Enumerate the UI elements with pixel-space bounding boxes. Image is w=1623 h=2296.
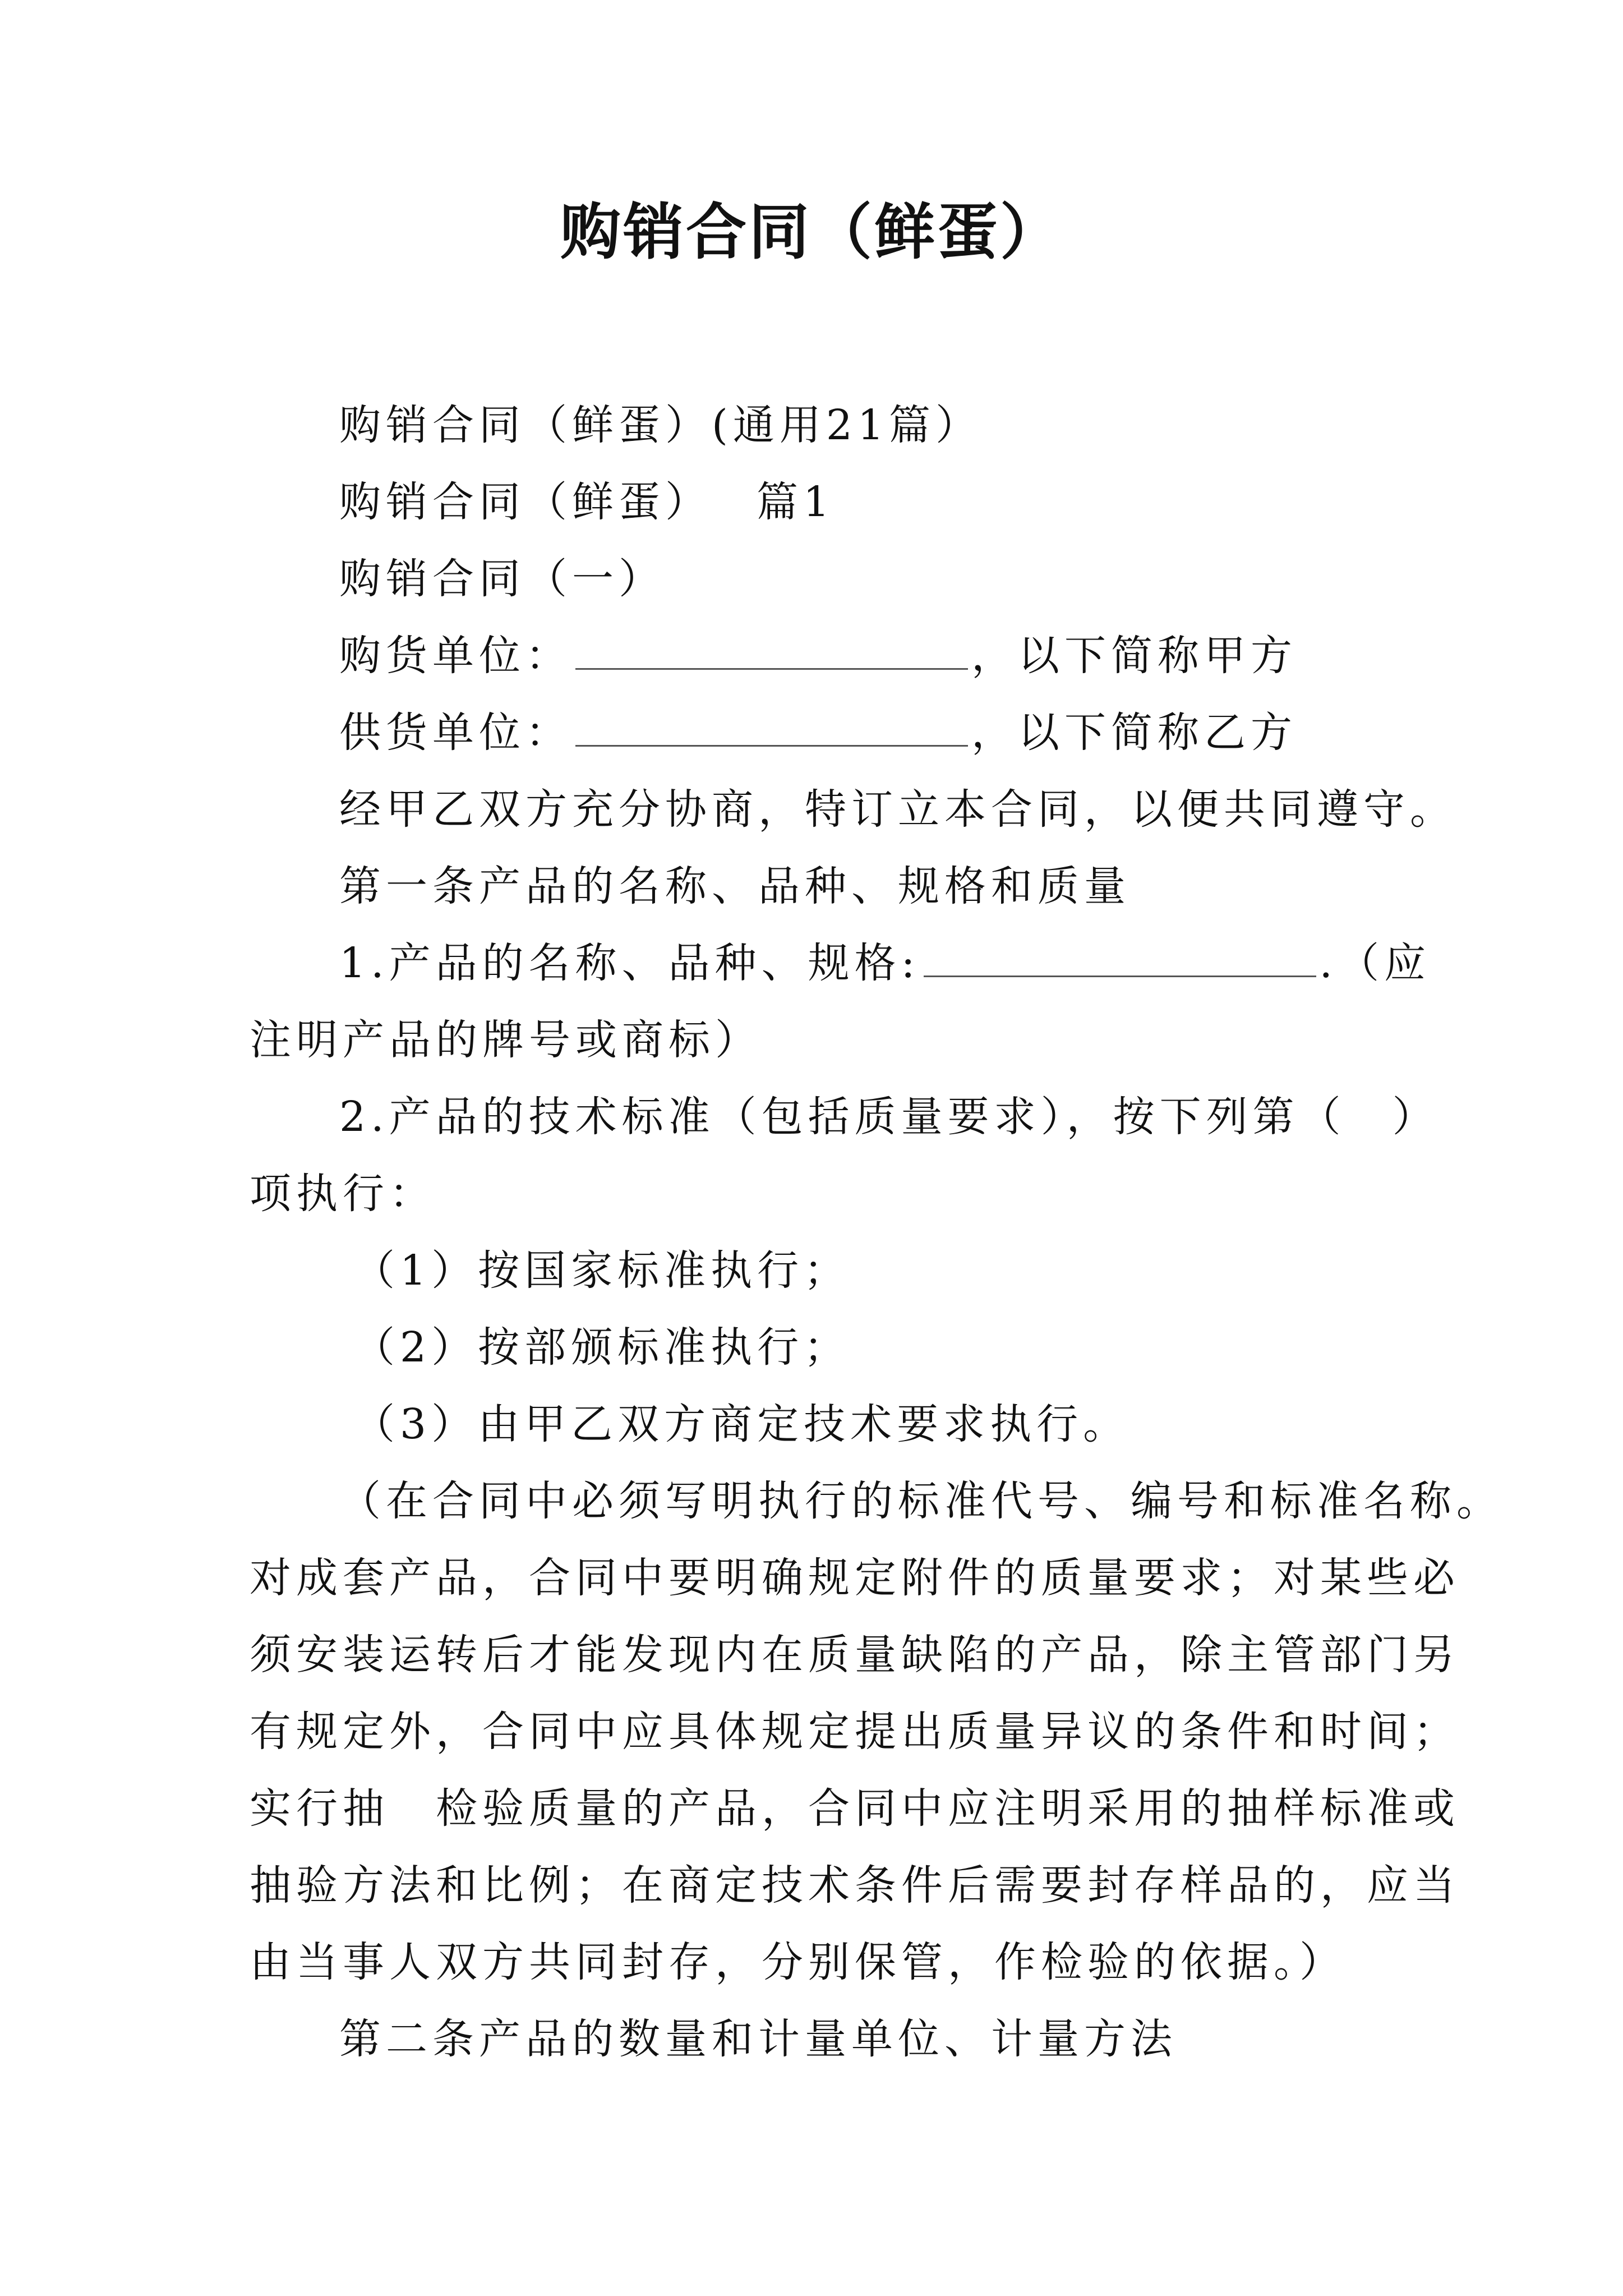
supplier-blank[interactable] xyxy=(575,712,968,747)
supplier-line xyxy=(250,694,1416,771)
clause-1-item-1-label: 1.产品的名称、品种、规格: xyxy=(339,939,920,987)
preamble-line: 经甲乙双方充分协商，特订立本合同，以便共同遵守。 xyxy=(339,785,1456,834)
article-number: 篇1 xyxy=(757,478,835,526)
clause-1-item-1-suffix: .（应 xyxy=(1319,939,1431,987)
buyer-suffix: ，以下简称甲方 xyxy=(971,632,1297,680)
note-line-3: 须安装运转后才能发现内在质量缺陷的产品，除主管部门另 xyxy=(250,1631,1460,1679)
clause-2-heading: 第二条产品的数量和计量单位、计量方法 xyxy=(339,2015,1177,2063)
buyer-blank[interactable] xyxy=(575,636,968,670)
supplier-label: 供货单位： xyxy=(339,708,572,757)
buyer-line xyxy=(250,618,1416,694)
note-line-1: （在合同中必须写明执行的标准代号、编号和标准名称。 xyxy=(339,1477,1503,1525)
note-line-7: 由当事人双方共同封存，分别保管，作检验的依据。） xyxy=(250,1938,1346,1986)
subtitle-line: 购销合同（鲜蛋）(通用21篇） xyxy=(339,401,983,449)
article-heading-line xyxy=(250,464,1416,541)
article-heading-text: 购销合同（鲜蛋） xyxy=(339,478,712,526)
supplier-suffix: ，以下简称乙方 xyxy=(971,708,1297,757)
option-3: （3）由甲乙双方商定技术要求执行。 xyxy=(353,1400,1130,1448)
buyer-label: 购货单位： xyxy=(339,632,572,680)
option-1: （1）按国家标准执行； xyxy=(353,1246,851,1295)
note-line-5: 实行抽 检验质量的产品，合同中应注明采用的抽样标准或 xyxy=(250,1784,1460,1833)
clause-1-item-1 xyxy=(250,925,1431,1002)
clause-1-heading: 第一条产品的名称、品种、规格和质量 xyxy=(339,862,1131,910)
document-body xyxy=(250,387,1503,2078)
clause-1-item-1-cont: 注明产品的牌号或商标） xyxy=(250,1016,762,1064)
option-2: （2）按部颁标准执行； xyxy=(353,1323,851,1372)
document-title: 购销合同（鲜蛋） xyxy=(560,197,1063,268)
note-line-6: 抽验方法和比例；在商定技术条件后需要封存样品的，应当 xyxy=(250,1861,1460,1910)
clause-1-item-2-cont: 项执行： xyxy=(250,1170,436,1218)
product-spec-blank[interactable] xyxy=(924,943,1316,977)
note-line-2: 对成套产品，合同中要明确规定附件的质量要求；对某些必 xyxy=(250,1554,1460,1602)
note-line-4: 有规定外，合同中应具体规定提出质量异议的条件和时间； xyxy=(250,1708,1460,1756)
contract-heading: 购销合同（一） xyxy=(339,555,665,603)
clause-1-item-2: 2.产品的技术标准（包括质量要求），按下列第（ ） xyxy=(339,1093,1439,1141)
